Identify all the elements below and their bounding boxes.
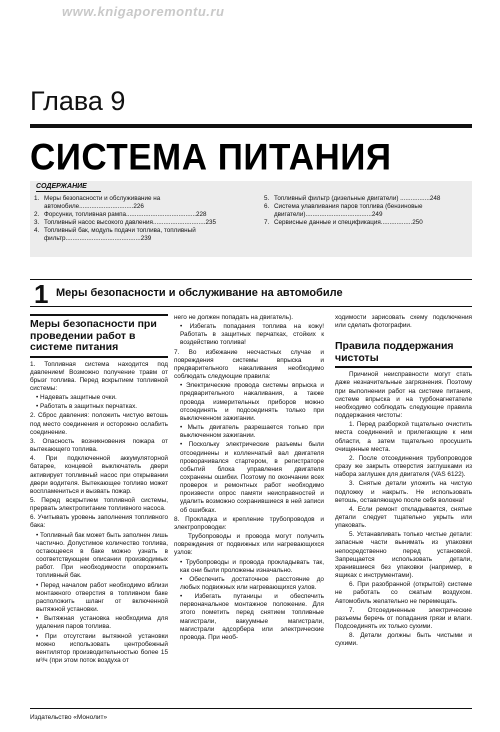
bullet-item: • Вытяжная установка необходима для удаления паров топлива. — [36, 615, 168, 631]
section-title: Меры безопасности и обслуживание на автомобиле — [56, 287, 343, 299]
paragraph: 1. Топливная система находится под давлением! Возможно получение травм от брызг топлива. Перед вскрытием топливной системы: — [30, 360, 168, 392]
toc-num: 3. — [34, 219, 40, 226]
paragraph: 8. Детали должны быть чистыми и сухими. — [335, 632, 472, 648]
bullet-item: • Перед началом работ необходимо вблизи монтажного отверстия в топливном баке расположить шланг от включенной вытяжной установки. — [36, 581, 168, 614]
text-column-1 — [30, 314, 168, 666]
text-column-3 — [335, 314, 472, 649]
toc-num: 7. — [264, 219, 270, 226]
paragraph: 3. Снятые детали уложить на чистую подложку и накрыть. Не использовать ветошь, оставляющую после себя волокна! — [335, 480, 472, 504]
paragraph: 2. Сброс давления: положить чистую ветошь под место соединения и осторожно ослабить соединение. — [30, 412, 168, 436]
chapter-rule — [30, 124, 472, 128]
toc-text: Топливный фильтр (дизельные двигатели) .................248 — [274, 195, 441, 202]
bullet-item: • Поскольку электрические разъемы были отсоединены и колленчатый вал двигателя проворачивался стартером, в регистраторе событий блока управления двигателя сохранены ошибки. Поэтому по окончании всех проверок и ремонтных работ необходимо произвести опрос памяти неисправностей и удалить возможно сохранившиеся в ней записи об ошибках. — [180, 441, 324, 514]
toc-text: Форсунки, топливная рампа........................................228 — [44, 211, 207, 218]
toc-item[interactable] — [34, 219, 254, 227]
paragraph: 7. Во избежание несчастных случае и повреждения системы впрыска и предварительного накаливания необходимо соблюдать следующие правила: — [174, 348, 324, 381]
paragraph: Трубопроводы и провода могут получить повреждения от подвижных или нагревающихся узлов: — [174, 533, 324, 557]
toc-item[interactable] — [34, 195, 254, 211]
section-header — [30, 279, 472, 307]
paragraph: 8. Прокладка и крепление трубопроводов и электропроводки: — [174, 515, 324, 531]
column-heading: Правила поддержания чистоты — [335, 341, 472, 368]
bullet-item: • Надевать защитные очки. — [36, 394, 117, 402]
site-watermark: www.knigaporemontu.ru — [62, 4, 225, 19]
chapter-label: Глава 9 — [30, 86, 126, 116]
paragraph: 6. При разобранной (открытой) системе не работать со сжатым воздухом. Автомобиль желательно не перемещать. — [335, 581, 472, 605]
paragraph: него не должен попадать на двигатель). — [174, 314, 293, 321]
paragraph: 4. При подключенной аккумуляторной батарее, концевой выключатель двери активирует топливный насос при открывании двери водителя. Вытекающее топливо может воспламениться и вызвать пожар. — [30, 455, 168, 495]
table-of-contents — [30, 181, 472, 257]
toc-num: 5. — [264, 195, 270, 202]
column-heading: Меры безопасности при проведении работ в системе питания — [30, 314, 168, 358]
paragraph: 2. После отсоединения трубопроводов сразу же закрыть отверстия заглушками из набора заглушек для двигателя (VAS 6122). — [335, 454, 472, 479]
paragraph: 3. Опасность возникновения пожара от вытекающего топлива. — [30, 437, 168, 454]
bullet-item: • Электрические провода системы впрыска и предварительного накаливания, а также провода измерительных приборов можно отсоединять и подсоединять только при выключенном зажигании. — [180, 382, 324, 422]
section-number: 1 — [34, 279, 49, 309]
paragraph: 7. Отсоединенные электрические разъемы беречь от попадания грязи и влаги. Подсоединять их только сухими. — [335, 606, 472, 630]
publisher-footer: Издательство «Монолит» — [30, 714, 108, 721]
bullet-item: • При отсутствии вытяжной установки можно использовать центробежный вентилятор производительностью более 15 м³/ч (при этом поток воздуха от — [36, 632, 168, 664]
bullet-item: • Избегать попадания топлива на кожу! Работать в защитных перчатках, стойких к воздействию топлива! — [180, 323, 324, 347]
paragraph: ходимости зарисовать схему подключения или сделать фотографии. — [335, 314, 472, 330]
toc-left-column — [34, 195, 254, 243]
toc-num: 4. — [34, 227, 40, 234]
bullet-item: • Топливный бак может быть заполнен лишь частично. Допустимое количество топлива, остающееся в баке можно узнать в соответствующем описании производимых работ. При необходимости опорожнить топливный бак. — [36, 531, 168, 580]
bullet-item: • Трубопроводы и провода прокладывать так, как они были проложены изначально. — [180, 558, 324, 574]
toc-item[interactable] — [34, 211, 254, 219]
text-column-2 — [174, 314, 324, 643]
paragraph: 5. Перед вскрытием топливной системы, прервать электропитание топливного насоса. — [30, 497, 168, 513]
bullet-item: • Работать в защитных перчатках. — [36, 403, 138, 411]
toc-text: Система улавливания паров топлива (бензиновые двигатели)......................................249 — [274, 203, 423, 218]
toc-item[interactable] — [34, 227, 254, 243]
toc-header: СОДЕРЖАНИЕ — [36, 183, 101, 192]
bullet-item: • Мыть двигатель разрешается только при выключенном зажигании. — [180, 424, 324, 440]
page-title: СИСТЕМА ПИТАНИЯ — [30, 137, 392, 178]
toc-right-column — [264, 195, 469, 227]
toc-item[interactable] — [264, 203, 469, 219]
toc-text: Топливный бак, модуль подачи топлива, топливный фильтр...........................................239 — [44, 227, 196, 242]
footer-rule — [30, 708, 472, 709]
toc-item[interactable] — [264, 195, 469, 203]
paragraph: 1. Перед разборкой тщательно очистить места соединений и прилегающие к ним области, а затем тщательно просушить очищенные места. — [335, 421, 472, 453]
toc-num: 6. — [264, 203, 270, 210]
paragraph: 5. Устанавливать только чистые детали: запасные части вынимать из упаковки непосредственно перед установкой. Запрещается использовать детали, хранившиеся без упаковки (например, в ящиках с инструментами). — [335, 531, 472, 580]
paragraph: Причиной неисправности могут стать даже незначительные загрязнения. Поэтому при выполнении работ на системе питания, системе впрыска и на турбонагнетателе необходимо соблюдать следующие правила поддержания чистоты: — [335, 371, 472, 420]
paragraph: 6. Учитывать уровень заполнения топливного бака: — [30, 514, 168, 530]
toc-num: 1. — [34, 195, 40, 202]
toc-num: 2. — [34, 211, 40, 218]
toc-text: Меры безопасности и обслуживание на автомобиле...............................226 — [44, 195, 161, 210]
bullet-item: • Обеспечить достаточное расстояние до любых подвижных или нагревающихся узлов. — [180, 575, 324, 591]
toc-text: Сервисные данные и спецификация..................250 — [274, 219, 423, 226]
toc-item[interactable] — [264, 219, 469, 227]
bullet-item: • Избегать путаницы и обеспечить первоначальное монтажное положение. Для этого пометить перед снятием топливные магистрали, вакуумные магистрали, магистрали адсорбера или электрические провода. При необ- — [180, 593, 324, 641]
toc-text: Топливный насос высокого давления..............................235 — [44, 219, 216, 226]
paragraph: 4. Если ремонт откладывается, снятые детали следует тщательно укрыть или упаковать. — [335, 505, 472, 530]
